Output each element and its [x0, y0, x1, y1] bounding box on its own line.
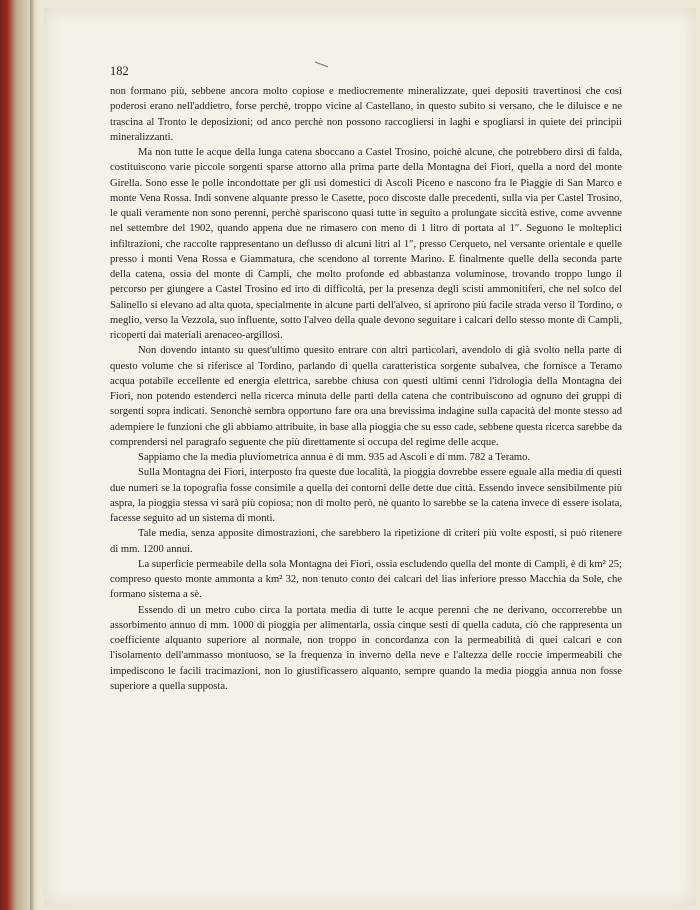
ink-mark: [314, 60, 330, 68]
book-binding: [0, 0, 40, 910]
paragraph: Ma non tutte le acque della lunga catena sboccano a Castel Trosino, poichè alcune, che potrebbero dirsi di falda, costituiscono varie piccole sorgenti sparse attorno alla prima parte della Montagna dei Fiori, quella a nord del monte Girella. Sono esse le polle incondottate per gli usi domestici di Ascoli Piceno e nascono fra le Piaggie di San Marco e monte Vena Rossa. Indi sonvene alquante presso le Casette, poco discoste dalle precedenti, sulla via per Castel Trosino, le quali veramente non sono perenni, perchè spariscono quasi tutte in seguito a prolungate siccità estive, come avvenne nel settembre del 1902, quando appena due ne rimasero con meno di 1 litro di portata al 1″. Seguono le molteplici infiltrazioni, che raccolte rappresentano un deflusso di alcuni litri al 1″, presso Cerqueto, nel versante orientale e quelle presso i monti Vena Rossa e Giammatura, che scendono al torrente Marino. E finalmente quelle della seconda parte della catena, ossia del monte di Campli, che molto profonde ed abbastanza voluminose, trovando troppo lungo il percorso per giungere a Castel Trosino ed irto di difficoltà, per la presenza degli scisti ammonitiferi, che nel solco del Salinello si elevano ad alta quota, specialmente in alcune parti dell'alveo, si aprirono più facile strada verso il Tordino, o meglio, verso la Vezzola, suo influente, sotto l'alveo della quale devono seguitare i calcari dello stesso monte di Campli, ricoperti dai materiali arenaceo-argillosi.: [110, 147, 622, 341]
paragraph: Non dovendo intanto su quest'ultimo quesito entrare con altri particolari, avendolo di già svolto nella parte di questo volume che si riferisce al Tordino, parlando di quella caratteristica sorgente subalvea, che fornisce a Teramo acqua potabile eccellente ed energia elettrica, sarebbe chiusa con questi ultimi cenni l'idrologia della Montagna dei Fiori, non potendo estenderci nella ricerca minuta delle parti della catena che contribuiscono ad ognuno dei gruppi di sorgenti sopra indicati. Senonchè sembra opportuno fare ora una brevissima indagine sulla capacità del monte stesso ad adempiere le funzioni che gli abbiamo attribuite, in base alla pioggia che su esso cade, sebbene questa ricerca sarebbe da comprendersi nel paragrafo seguente che più direttamente si occupa del regime delle acque.: [110, 345, 622, 448]
paragraph: non formano più, sebbene ancora molto copiose e mediocremente mineralizzate, quei depositi travertinosi che così poderosi erano nell'addietro, forse perchè, troppo vicine al Castellano, in questo subito si versano, che le diluisce e ne trascina al Tronto le deposizioni; od anco perchè non possono raccogliersi in laghi e spogliarsi in quiete dei principii mineralizzanti.: [110, 86, 622, 143]
paragraph: La superficie permeabile della sola Montagna dei Fiori, ossia escludendo quella del monte di Campli, è di km² 25; compreso questo monte ammonta a km² 32, non tenuto conto dei calcari del lias inferiore presso Macchia da Sole, che formano sistema a sè.: [110, 558, 622, 601]
paragraph: Sappiamo che la media pluviometrica annua è di mm. 935 ad Ascoli e di mm. 782 a Teramo.: [138, 452, 531, 463]
paragraph: Tale media, senza apposite dimostrazioni, che sarebbero la ripetizione di criteri più volte esposti, si può ritenere di mm. 1200 annui.: [110, 528, 622, 555]
body-text: [110, 84, 622, 694]
paragraph: Essendo di un metro cubo circa la portata media di tutte le acque perenni che ne derivano, occorrerebbe un assorbimento annuo di mm. 1000 di pioggia per alimentarla, ossia cinque sesti di quella caduta, ciò che rappresenta un coefficiente alquanto superiore al normale, non troppo in concordanza con la permeabilità di quei calcari e con l'isolamento dell'ammasso montuoso, se la frequenza in inverno della neve e l'altezza delle roccie impermeabili che impediscono le facili tracimazioni, non lo giustificassero alquanto, sempre quando la media pioggia annua non fosse superiore a quella supposta.: [110, 604, 622, 692]
paragraph: Sulla Montagna dei Fiori, interposto fra queste due località, la pioggia dovrebbe essere eguale alla media di questi due numeri se la topografia fosse consimile a quella dei contorni delle dette due città. Essendo invece sensibilmente più aspra, la pioggia stessa vi sarà più copiosa; non di molto però, nè quanto lo sarebbe se la catena invece di essere isolata, facesse seguito ad un sistema di monti.: [110, 467, 622, 524]
binding-edge: [30, 0, 34, 910]
page-number: 182: [110, 64, 129, 78]
